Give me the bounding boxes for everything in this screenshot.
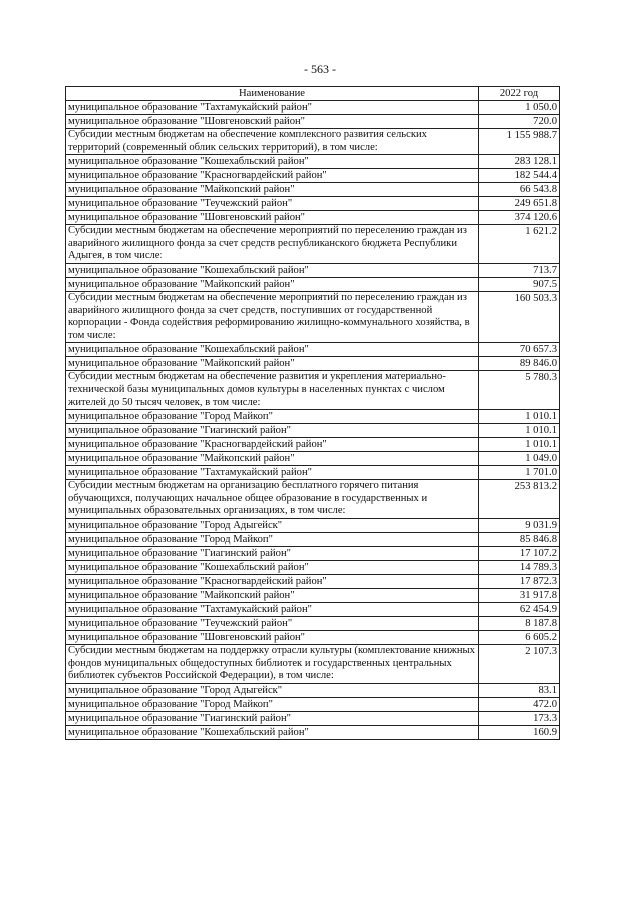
row-value-cell: 14 789.3 (479, 560, 560, 574)
table-row (66, 424, 560, 438)
row-name-cell: муниципальное образование "Гиагинский район" (66, 711, 479, 725)
table-row (66, 169, 560, 183)
page-number: - 563 - (304, 62, 336, 76)
table-row (66, 616, 560, 630)
row-name-cell: муниципальное образование "Тахтамукайский район" (66, 602, 479, 616)
row-name-cell: Субсидии местным бюджетам на обеспечение мероприятий по переселению граждан из аварийного жилищного фонда за счет средств республиканского бюджета Республики Адыгея, в том числе: (66, 225, 479, 264)
table-row (66, 480, 560, 519)
row-name-cell: муниципальное образование "Город Майкоп" (66, 410, 479, 424)
row-name-cell: муниципальное образование "Шовгеновский район" (66, 211, 479, 225)
row-value-cell: 1 010.1 (479, 424, 560, 438)
table-row (66, 725, 560, 739)
row-value-cell: 1 155 988.7 (479, 129, 560, 155)
row-value-cell: 1 701.0 (479, 466, 560, 480)
row-value-cell: 89 846.0 (479, 357, 560, 371)
row-name-cell: муниципальное образование "Майкопский район" (66, 183, 479, 197)
row-value-cell: 283 128.1 (479, 155, 560, 169)
row-value-cell: 6 605.2 (479, 630, 560, 644)
row-name-cell: муниципальное образование "Красногвардейский район" (66, 169, 479, 183)
row-name-cell: муниципальное образование "Город Майкоп" (66, 532, 479, 546)
table-row (66, 197, 560, 211)
row-name-cell: муниципальное образование "Город Адыгейск" (66, 518, 479, 532)
row-value-cell: 2 107.3 (479, 644, 560, 683)
row-value-cell: 31 917.8 (479, 588, 560, 602)
row-value-cell: 70 657.3 (479, 343, 560, 357)
row-value-cell: 160.9 (479, 725, 560, 739)
row-name-cell: муниципальное образование "Шовгеновский район" (66, 115, 479, 129)
table-row (66, 588, 560, 602)
table-row (66, 357, 560, 371)
row-value-cell: 5 780.3 (479, 371, 560, 410)
table-header-row (66, 87, 560, 101)
table-row (66, 466, 560, 480)
table-row (66, 560, 560, 574)
row-value-cell: 1 010.1 (479, 410, 560, 424)
column-header-year: 2022 год (479, 87, 560, 101)
row-value-cell: 160 503.3 (479, 291, 560, 342)
table-row (66, 644, 560, 683)
row-value-cell: 253 813.2 (479, 480, 560, 519)
row-value-cell: 83.1 (479, 683, 560, 697)
row-name-cell: муниципальное образование "Тахтамукайский район" (66, 466, 479, 480)
table-row (66, 697, 560, 711)
row-name-cell: муниципальное образование "Город Адыгейск" (66, 683, 479, 697)
row-name-cell: муниципальное образование "Теучежский район" (66, 616, 479, 630)
row-value-cell: 9 031.9 (479, 518, 560, 532)
row-name-cell: муниципальное образование "Красногвардейский район" (66, 438, 479, 452)
table-row (66, 438, 560, 452)
table-row (66, 410, 560, 424)
table-row (66, 683, 560, 697)
row-name-cell: муниципальное образование "Гиагинский район" (66, 424, 479, 438)
row-value-cell: 472.0 (479, 697, 560, 711)
row-value-cell: 66 543.8 (479, 183, 560, 197)
row-value-cell: 62 454.9 (479, 602, 560, 616)
row-name-cell: муниципальное образование "Шовгеновский район" (66, 630, 479, 644)
row-name-cell: муниципальное образование "Кошехабльский район" (66, 263, 479, 277)
budget-table (65, 86, 560, 740)
row-name-cell: муниципальное образование "Майкопский район" (66, 277, 479, 291)
table-row (66, 546, 560, 560)
row-value-cell: 8 187.8 (479, 616, 560, 630)
row-value-cell: 1 621.2 (479, 225, 560, 264)
table-row (66, 183, 560, 197)
row-name-cell: муниципальное образование "Майкопский район" (66, 452, 479, 466)
row-value-cell: 182 544.4 (479, 169, 560, 183)
table-row (66, 630, 560, 644)
row-value-cell: 17 872.3 (479, 574, 560, 588)
row-name-cell: муниципальное образование "Кошехабльский район" (66, 343, 479, 357)
table-row (66, 129, 560, 155)
table-row (66, 101, 560, 115)
table-row (66, 532, 560, 546)
table-row (66, 291, 560, 342)
row-name-cell: муниципальное образование "Кошехабльский район" (66, 725, 479, 739)
row-name-cell: муниципальное образование "Гиагинский район" (66, 546, 479, 560)
row-name-cell: муниципальное образование "Кошехабльский район" (66, 155, 479, 169)
row-value-cell: 374 120.6 (479, 211, 560, 225)
row-name-cell: Субсидии местным бюджетам на организацию бесплатного горячего питания обучающихся, получающих начальное общее образование в государственных и муниципальных образовательных организациях, в том числе: (66, 480, 479, 519)
row-value-cell: 1 010.1 (479, 438, 560, 452)
table-row (66, 115, 560, 129)
row-value-cell: 17 107.2 (479, 546, 560, 560)
row-name-cell: Субсидии местным бюджетам на обеспечение развития и укрепления материально-технической базы муниципальных домов культуры в населенных пунктах с числом жителей до 50 тысяч человек, в том числе: (66, 371, 479, 410)
row-value-cell: 720.0 (479, 115, 560, 129)
row-name-cell: муниципальное образование "Майкопский район" (66, 588, 479, 602)
row-value-cell: 713.7 (479, 263, 560, 277)
row-name-cell: Субсидии местным бюджетам на поддержку отрасли культуры (комплектование книжных фондов муниципальных общедоступных библиотек и государственных центральных библиотек субъектов Российской Федерации), в том числе: (66, 644, 479, 683)
row-value-cell: 249 651.8 (479, 197, 560, 211)
row-name-cell: муниципальное образование "Теучежский район" (66, 197, 479, 211)
table-row (66, 371, 560, 410)
table-row (66, 518, 560, 532)
row-value-cell: 907.5 (479, 277, 560, 291)
row-value-cell: 1 049.0 (479, 452, 560, 466)
table-row (66, 211, 560, 225)
column-header-name: Наименование (66, 87, 479, 101)
row-name-cell: муниципальное образование "Красногвардейский район" (66, 574, 479, 588)
table-body (66, 101, 560, 740)
table-row (66, 452, 560, 466)
table-row (66, 155, 560, 169)
table-row (66, 711, 560, 725)
row-name-cell: муниципальное образование "Майкопский район" (66, 357, 479, 371)
row-name-cell: Субсидии местным бюджетам на обеспечение мероприятий по переселению граждан из аварийного жилищного фонда за счет средств, поступивших от государственной корпорации - Фонда содействия реформированию жилищно-коммунального хозяйства, в том числе: (66, 291, 479, 342)
row-value-cell: 85 846.8 (479, 532, 560, 546)
table-row (66, 225, 560, 264)
row-name-cell: муниципальное образование "Тахтамукайский район" (66, 101, 479, 115)
row-value-cell: 1 050.0 (479, 101, 560, 115)
table-row (66, 263, 560, 277)
table-row (66, 277, 560, 291)
table-row (66, 343, 560, 357)
table-row (66, 602, 560, 616)
table-row (66, 574, 560, 588)
row-name-cell: Субсидии местным бюджетам на обеспечение комплексного развития сельских территорий (современный облик сельских территорий), в том числе: (66, 129, 479, 155)
row-value-cell: 173.3 (479, 711, 560, 725)
row-name-cell: муниципальное образование "Кошехабльский район" (66, 560, 479, 574)
row-name-cell: муниципальное образование "Город Майкоп" (66, 697, 479, 711)
